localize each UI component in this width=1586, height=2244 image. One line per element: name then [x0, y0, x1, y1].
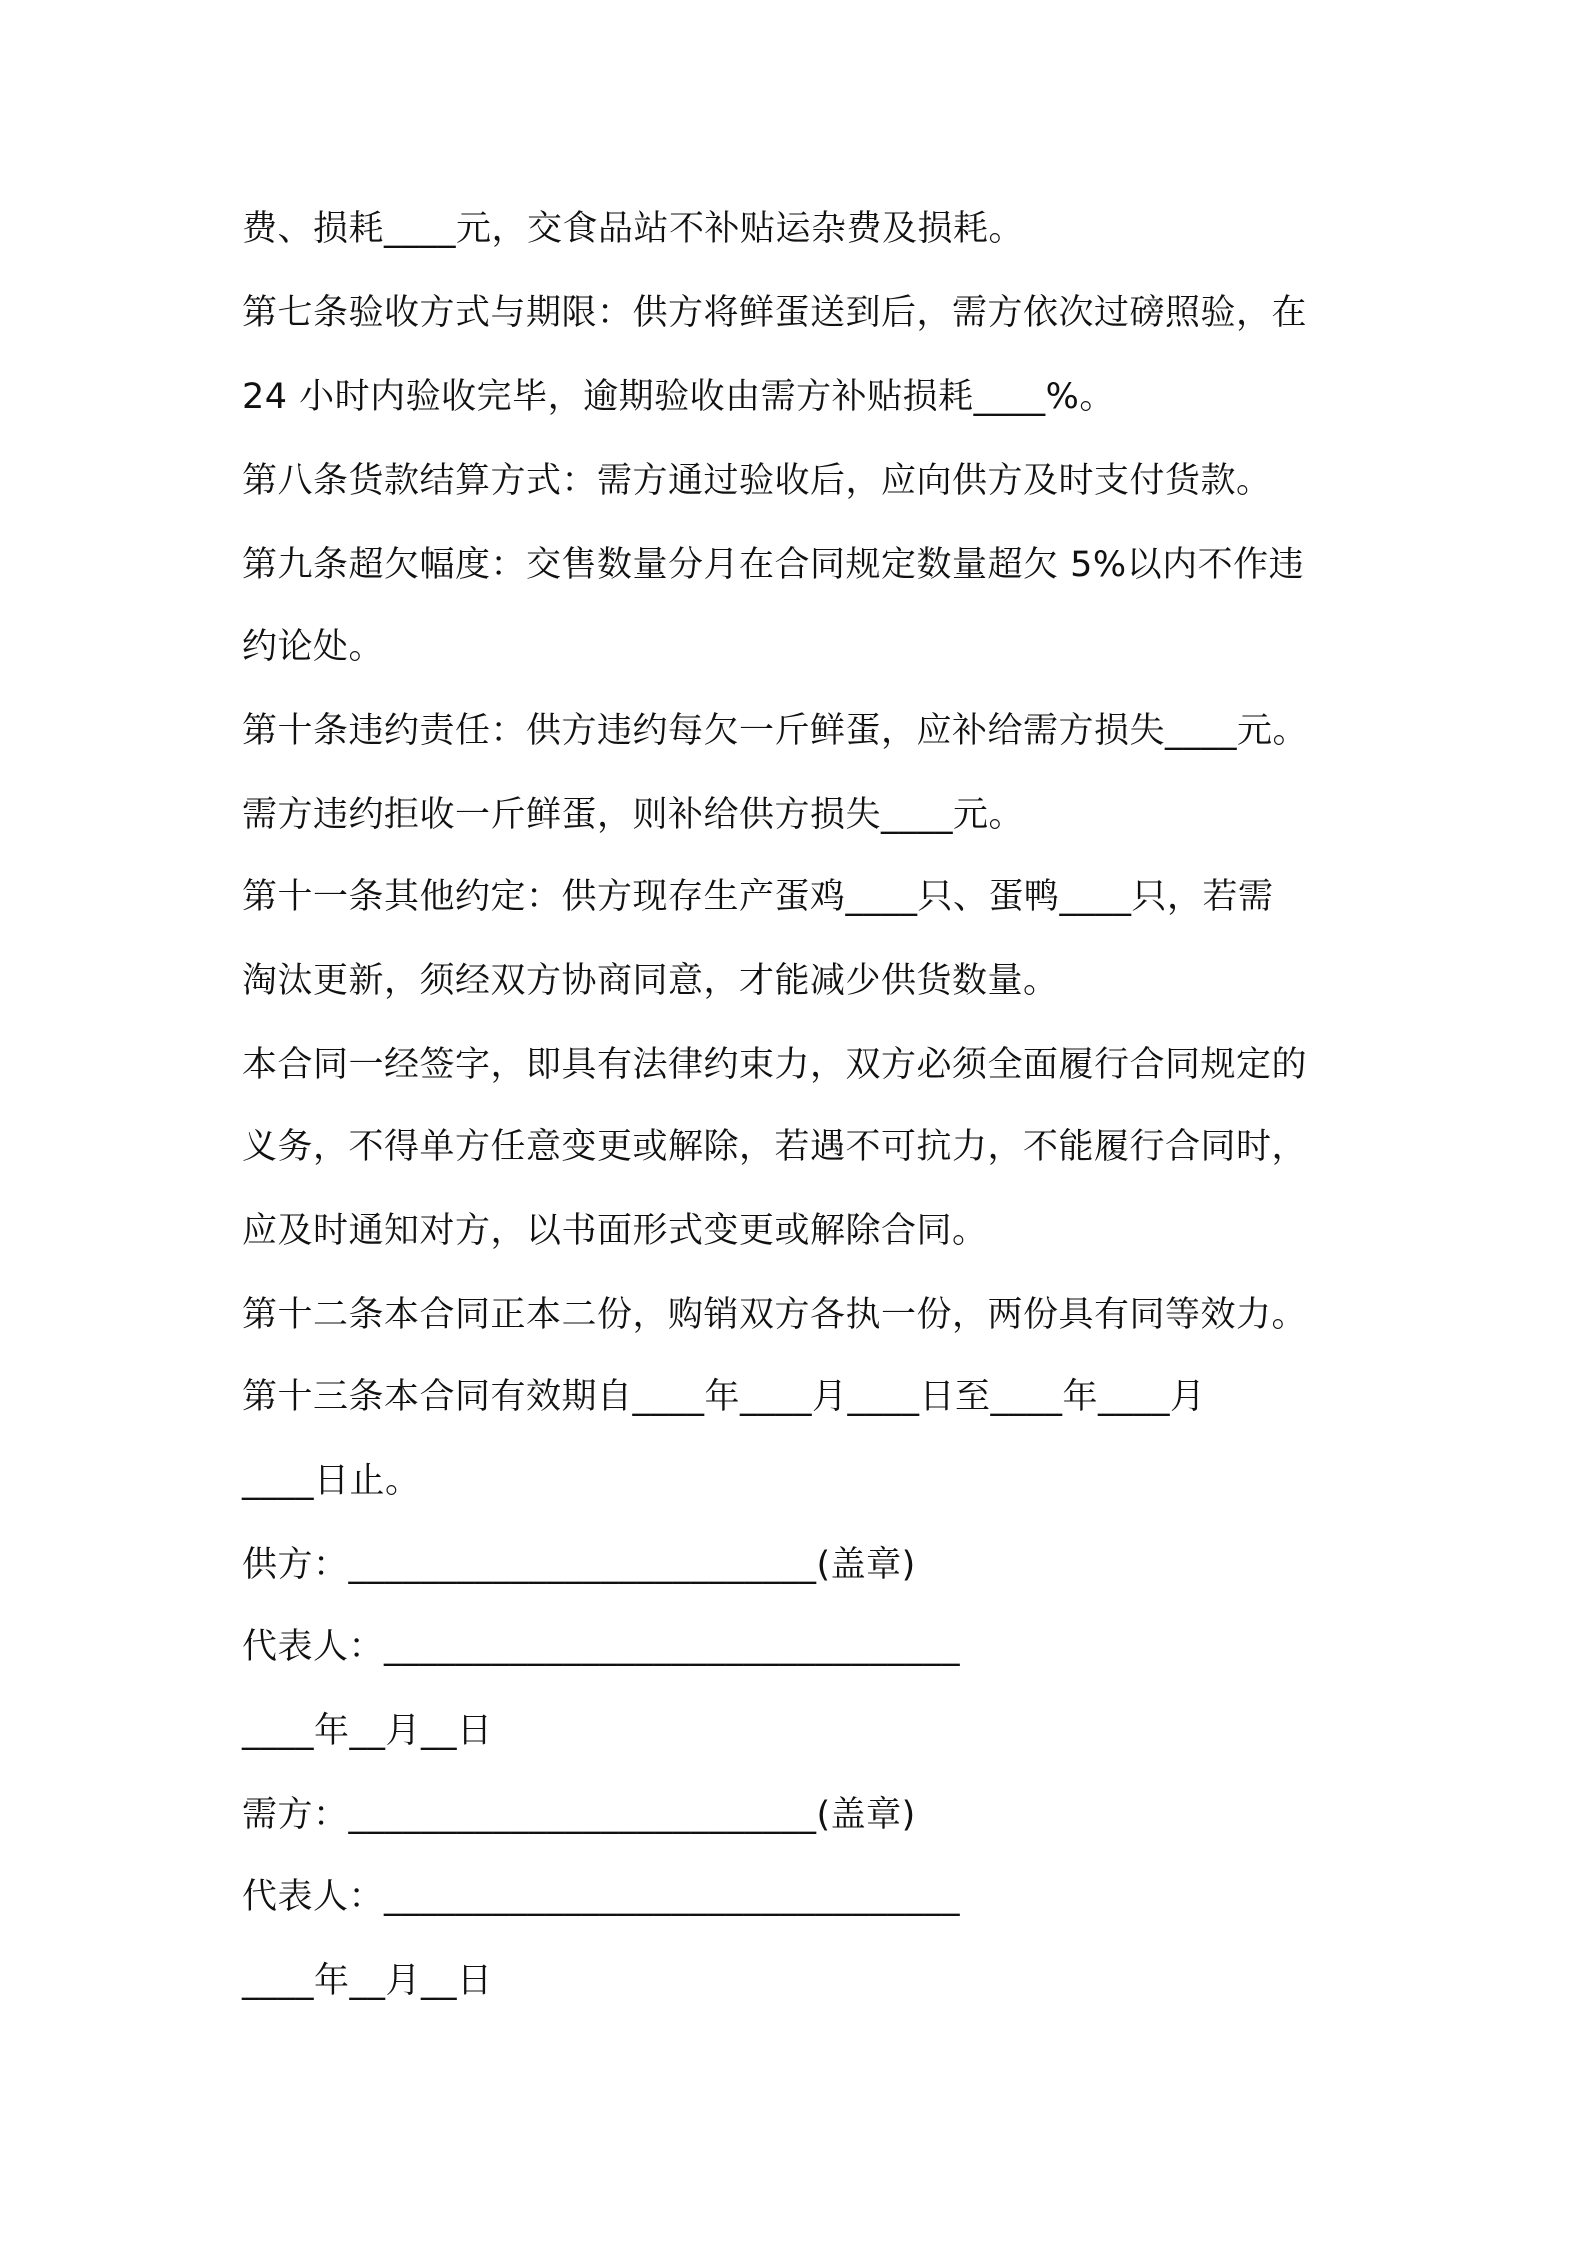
buyer-date-line: ____年__月__日: [242, 1961, 493, 2001]
paragraph-line: 费、损耗____元，交食品站不补贴运杂费及损耗。: [242, 209, 1025, 249]
paragraph-line: 第七条验收方式与期限：供方将鲜蛋送到后，需方依次过磅照验，在: [242, 293, 1308, 333]
supplier-date-line: ____年__月__日: [242, 1711, 493, 1751]
paragraph-line: 应及时通知对方，以书面形式变更或解除合同。: [242, 1211, 988, 1251]
paragraph-line: ____日止。: [242, 1461, 421, 1501]
buyer-seal-line: 需方：__________________________(盖章): [242, 1795, 916, 1835]
supplier-seal-line: 供方：__________________________(盖章): [242, 1545, 916, 1585]
paragraph-line: 第十条违约责任：供方违约每欠一斤鲜蛋，应补给需方损失____元。: [242, 711, 1309, 751]
paragraph-line: 需方违约拒收一斤鲜蛋，则补给供方损失____元。: [242, 795, 1025, 835]
buyer-representative-line: 代表人：________________________________: [242, 1877, 961, 1917]
supplier-representative-line: 代表人：________________________________: [242, 1627, 961, 1667]
paragraph-line: 第八条货款结算方式：需方通过验收后，应向供方及时支付货款。: [242, 461, 1272, 501]
paragraph-line: 本合同一经签字，即具有法律约束力，双方必须全面履行合同规定的: [242, 1045, 1308, 1085]
paragraph-line: 约论处。: [242, 627, 385, 667]
paragraph-line: 第九条超欠幅度：交售数量分月在合同规定数量超欠 5%以内不作违: [242, 545, 1305, 585]
paragraph-line: 第十二条本合同正本二份，购销双方各执一份，两份具有同等效力。: [242, 1295, 1308, 1335]
paragraph-line: 淘汰更新，须经双方协商同意，才能减少供货数量。: [242, 961, 1059, 1001]
paragraph-line: 第十一条其他约定：供方现存生产蛋鸡____只、蛋鸭____只，若需: [242, 877, 1274, 917]
paragraph-line: 第十三条本合同有效期自____年____月____日至____年____月: [242, 1377, 1206, 1417]
paragraph-line: 义务，不得单方任意变更或解除，若遇不可抗力，不能履行合同时，: [242, 1127, 1308, 1167]
paragraph-line: 24 小时内验收完毕，逾期验收由需方补贴损耗____%。: [242, 377, 1115, 417]
